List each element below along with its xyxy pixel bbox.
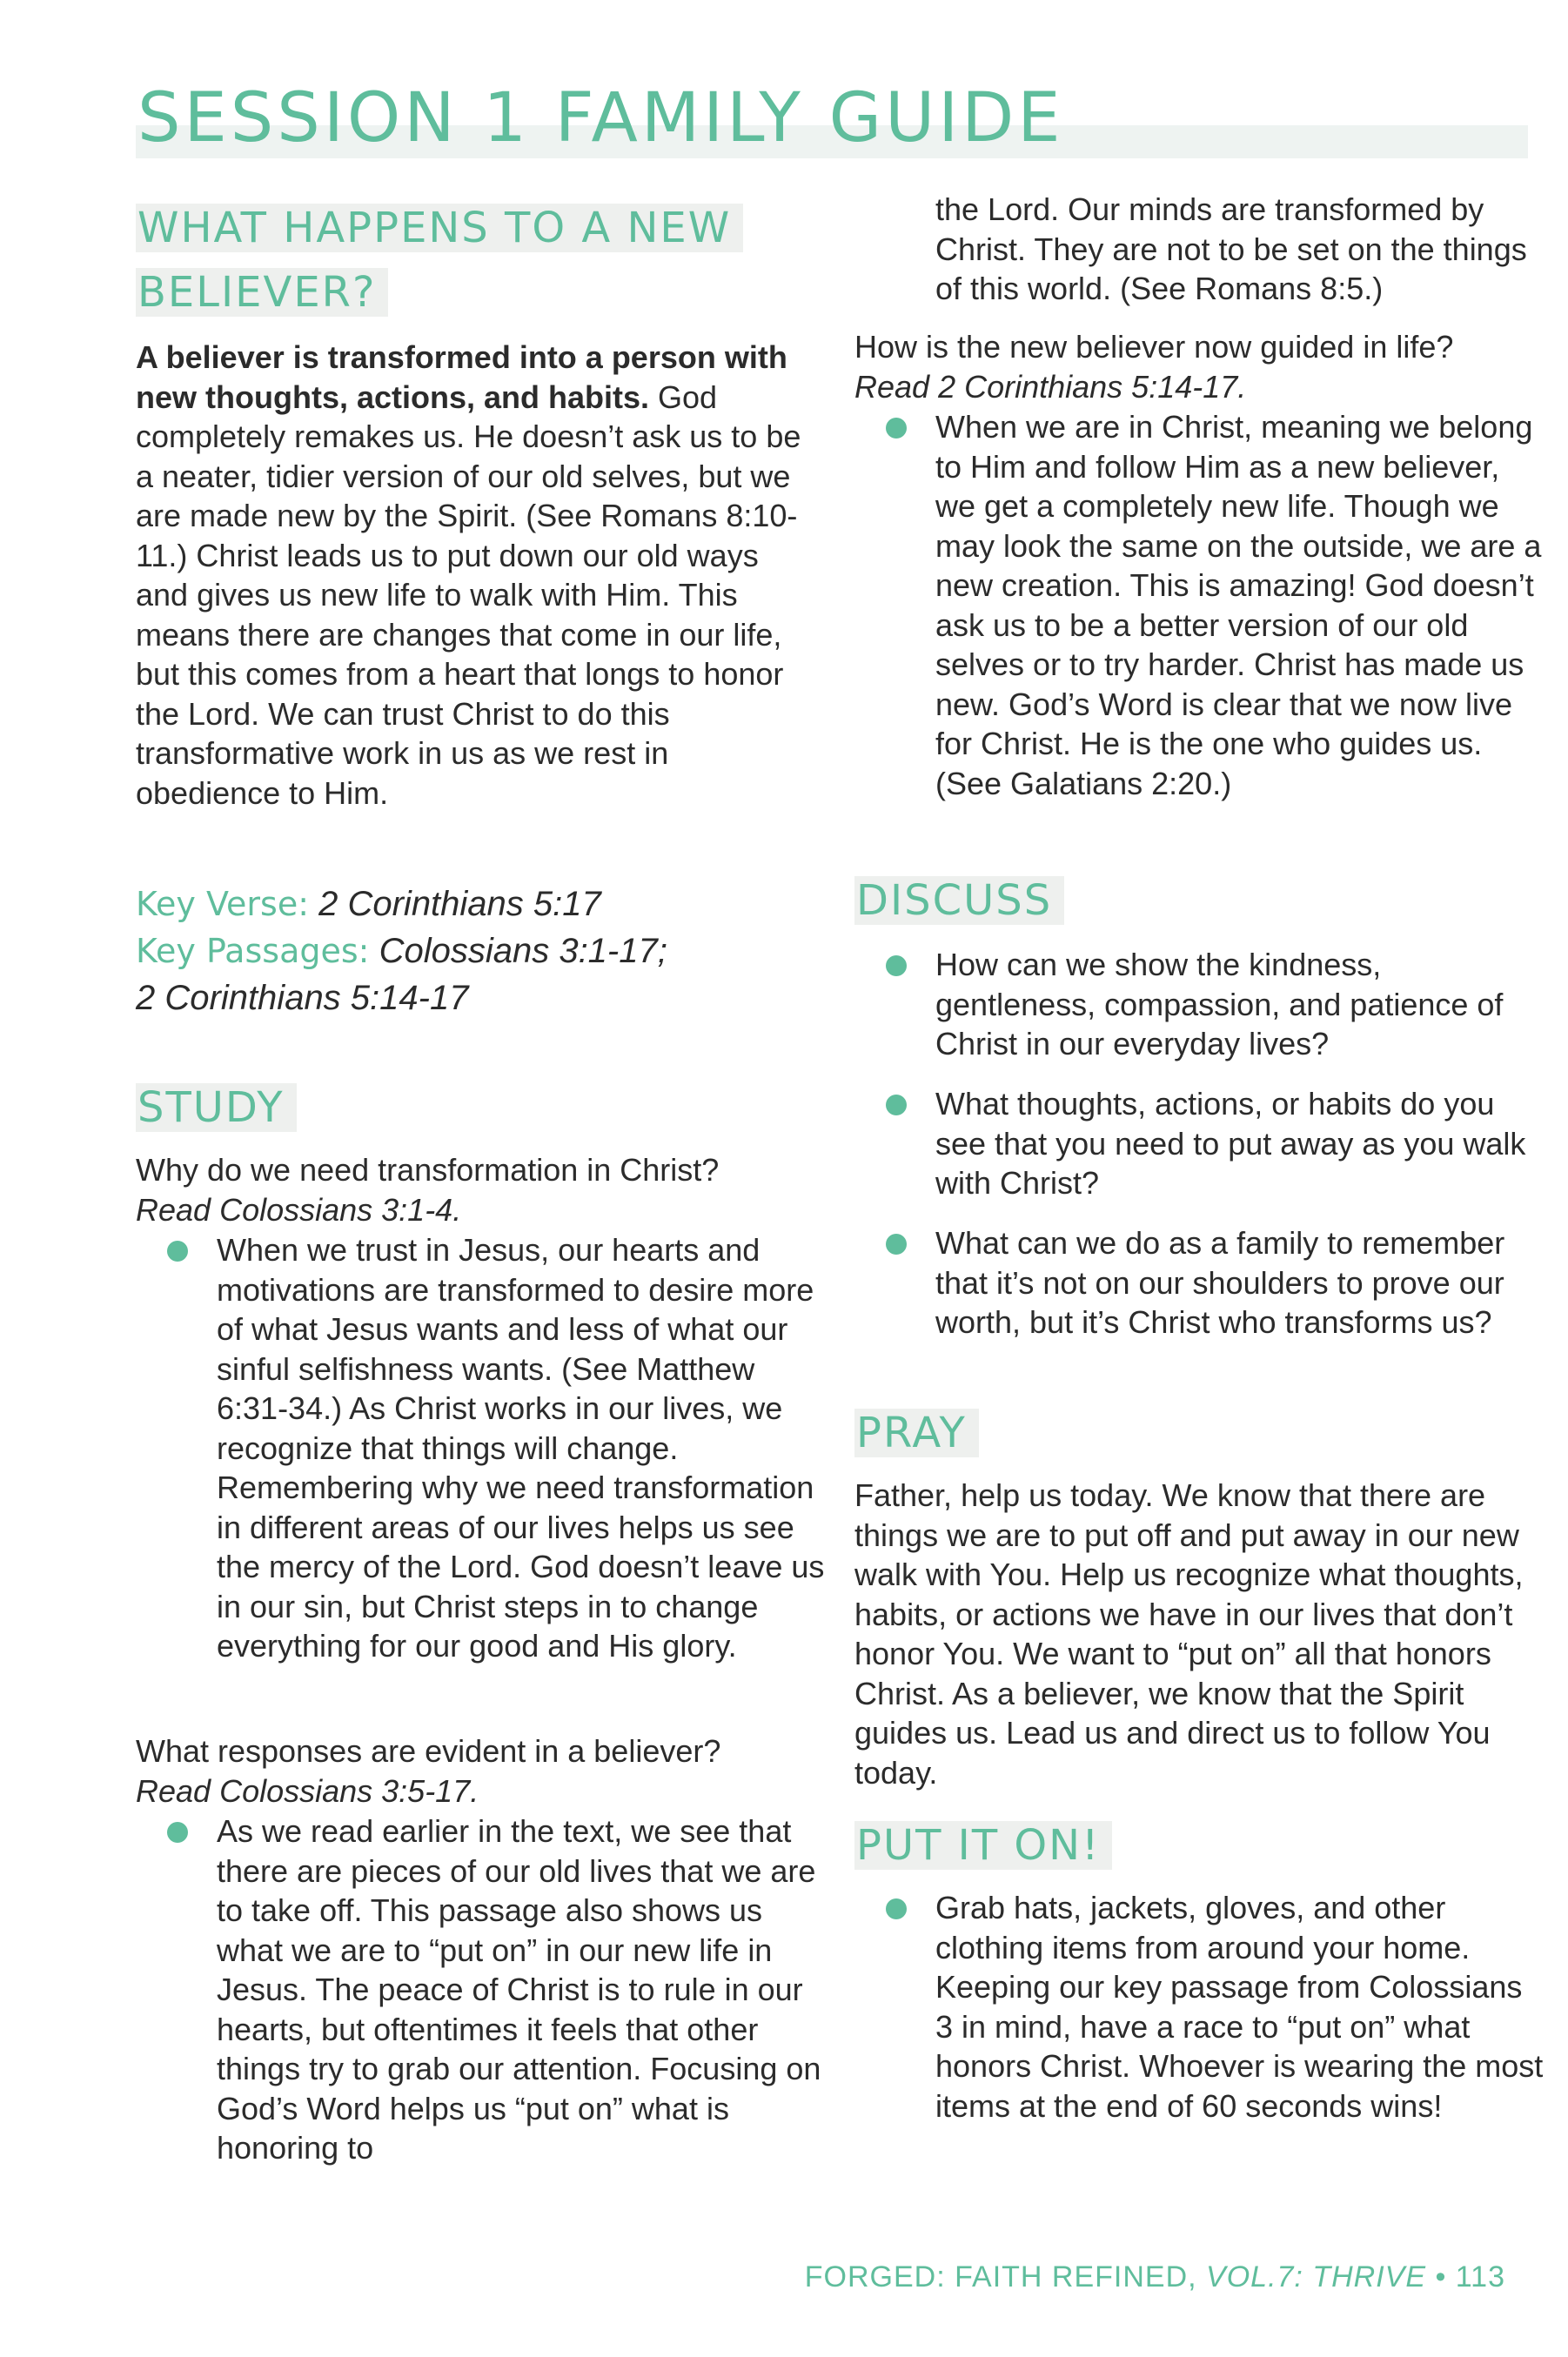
key-verse: Key Verse: 2 Corinthians 5:17 [136, 885, 601, 923]
study-question-1: Why do we need transformation in Christ? [136, 1152, 720, 1188]
bullet-dot [886, 955, 907, 976]
study-question-3-reference: Read 2 Corinthians 5:14-17. [854, 369, 1247, 405]
discuss-item-1: How can we show the kindness, gentleness, compassion, and patience of Christ in our everyday lives? [935, 947, 1504, 1061]
bullet-dot [167, 1822, 188, 1843]
discuss-item-3: What can we do as a family to remember that it’s not on our shoulders to prove our worth, but it’s Christ who transforms us? [935, 1225, 1505, 1340]
study-question-2: What responses are evident in a believer? [136, 1733, 721, 1769]
heading-study: STUDY [136, 1075, 297, 1140]
study-question-2-reference: Read Colossians 3:5-17. [136, 1773, 479, 1809]
study-bullet-3: When we are in Christ, meaning we belong to Him and follow Him as a new believer, we get a completely new life. Though we may look the same on the outside, we are a new creation. This is amazing! God doesn’t ask us to be a better version of our old selves or to try harder. Christ has made us new. God’s Word is clear that we now live for Christ. He is the one who guides us. (See Galatians 2:20.) [935, 409, 1542, 801]
put-it-on-activity: Grab hats, jackets, gloves, and other clothing items from around your home. Keeping our key passage from Colossians 3 in mind, have a race to “put on” what honors Christ. Whoever is wearing the most items at the end of 60 seconds wins! [935, 1890, 1544, 2124]
prayer-paragraph: Father, help us today. We know that there are things we are to put off and put away in our new walk with You. Help us recognize what thoughts, habits, or actions we have in our lives that don’t honor You. We want to “put on” all that honors Christ. As a believer, we know that the Spirit guides us. Lead us and direct us to follow You today. [854, 1477, 1524, 1791]
key-passages: Key Passages: Colossians 3:1-17; [136, 932, 667, 970]
key-passages-line2: 2 Corinthians 5:14-17 [136, 979, 469, 1017]
study-bullet-2-continuation: the Lord. Our minds are transformed by Christ. They are not to be set on the things of this world. (See Romans 8:5.) [935, 191, 1527, 306]
page-footer: FORGED: FAITH REFINED, VOL.7: THRIVE • 113 [804, 2260, 1505, 2293]
heading-put-it-on: PUT IT ON! [854, 1813, 1112, 1878]
bullet-dot [886, 1234, 907, 1255]
heading-what-happens-line2: BELIEVER? [136, 260, 388, 325]
study-bullet-2: As we read earlier in the text, we see that there are pieces of our old lives that we are to take off. This passage also shows us what we are to “put on” in our new life in Jesus. The peace of Christ is to rule in our hearts, but oftentimes it feels that other things try to grab our attention. Focusing on God’s Word helps us “put on” what is honoring to [217, 1813, 821, 2166]
study-question-1-reference: Read Colossians 3:1-4. [136, 1192, 462, 1228]
page-title: SESSION 1 FAMILY GUIDE [137, 79, 1064, 157]
intro-paragraph: A believer is transformed into a person with new thoughts, actions, and habits. God completely remakes us. He doesn’t ask us to be a neater, tidier version of our old selves, but we are made new by the Spirit. (See Romans 8:10-11.) Christ leads us to put down our old ways and gives us new life to walk with Him. This means there are changes that come in our life, but this comes from a heart that longs to honor the Lord. We can trust Christ to do this transformative work in us as we rest in obedience to Him. [136, 339, 801, 811]
bullet-dot [167, 1241, 188, 1262]
study-bullet-1: When we trust in Jesus, our hearts and motivations are transformed to desire more of what Jesus wants and less of what our sinful selfishness wants. (See Matthew 6:31-34.) As Christ works in our lives, we recognize that things will change. Remembering why we need transformation in different areas of our lives helps us see the mercy of the Lord. God doesn’t leave us in our sin, but Christ steps in to change everything for our good and His glory. [217, 1232, 825, 1664]
bullet-dot [886, 1095, 907, 1115]
bullet-dot [886, 1898, 907, 1919]
study-question-3: How is the new believer now guided in life? [854, 329, 1454, 365]
heading-what-happens: WHAT HAPPENS TO A NEW [136, 196, 743, 260]
discuss-item-2: What thoughts, actions, or habits do you see that you need to put away as you walk with Christ? [935, 1086, 1526, 1201]
heading-discuss: DISCUSS [854, 868, 1064, 933]
heading-pray: PRAY [854, 1401, 979, 1465]
bullet-dot [886, 418, 907, 439]
